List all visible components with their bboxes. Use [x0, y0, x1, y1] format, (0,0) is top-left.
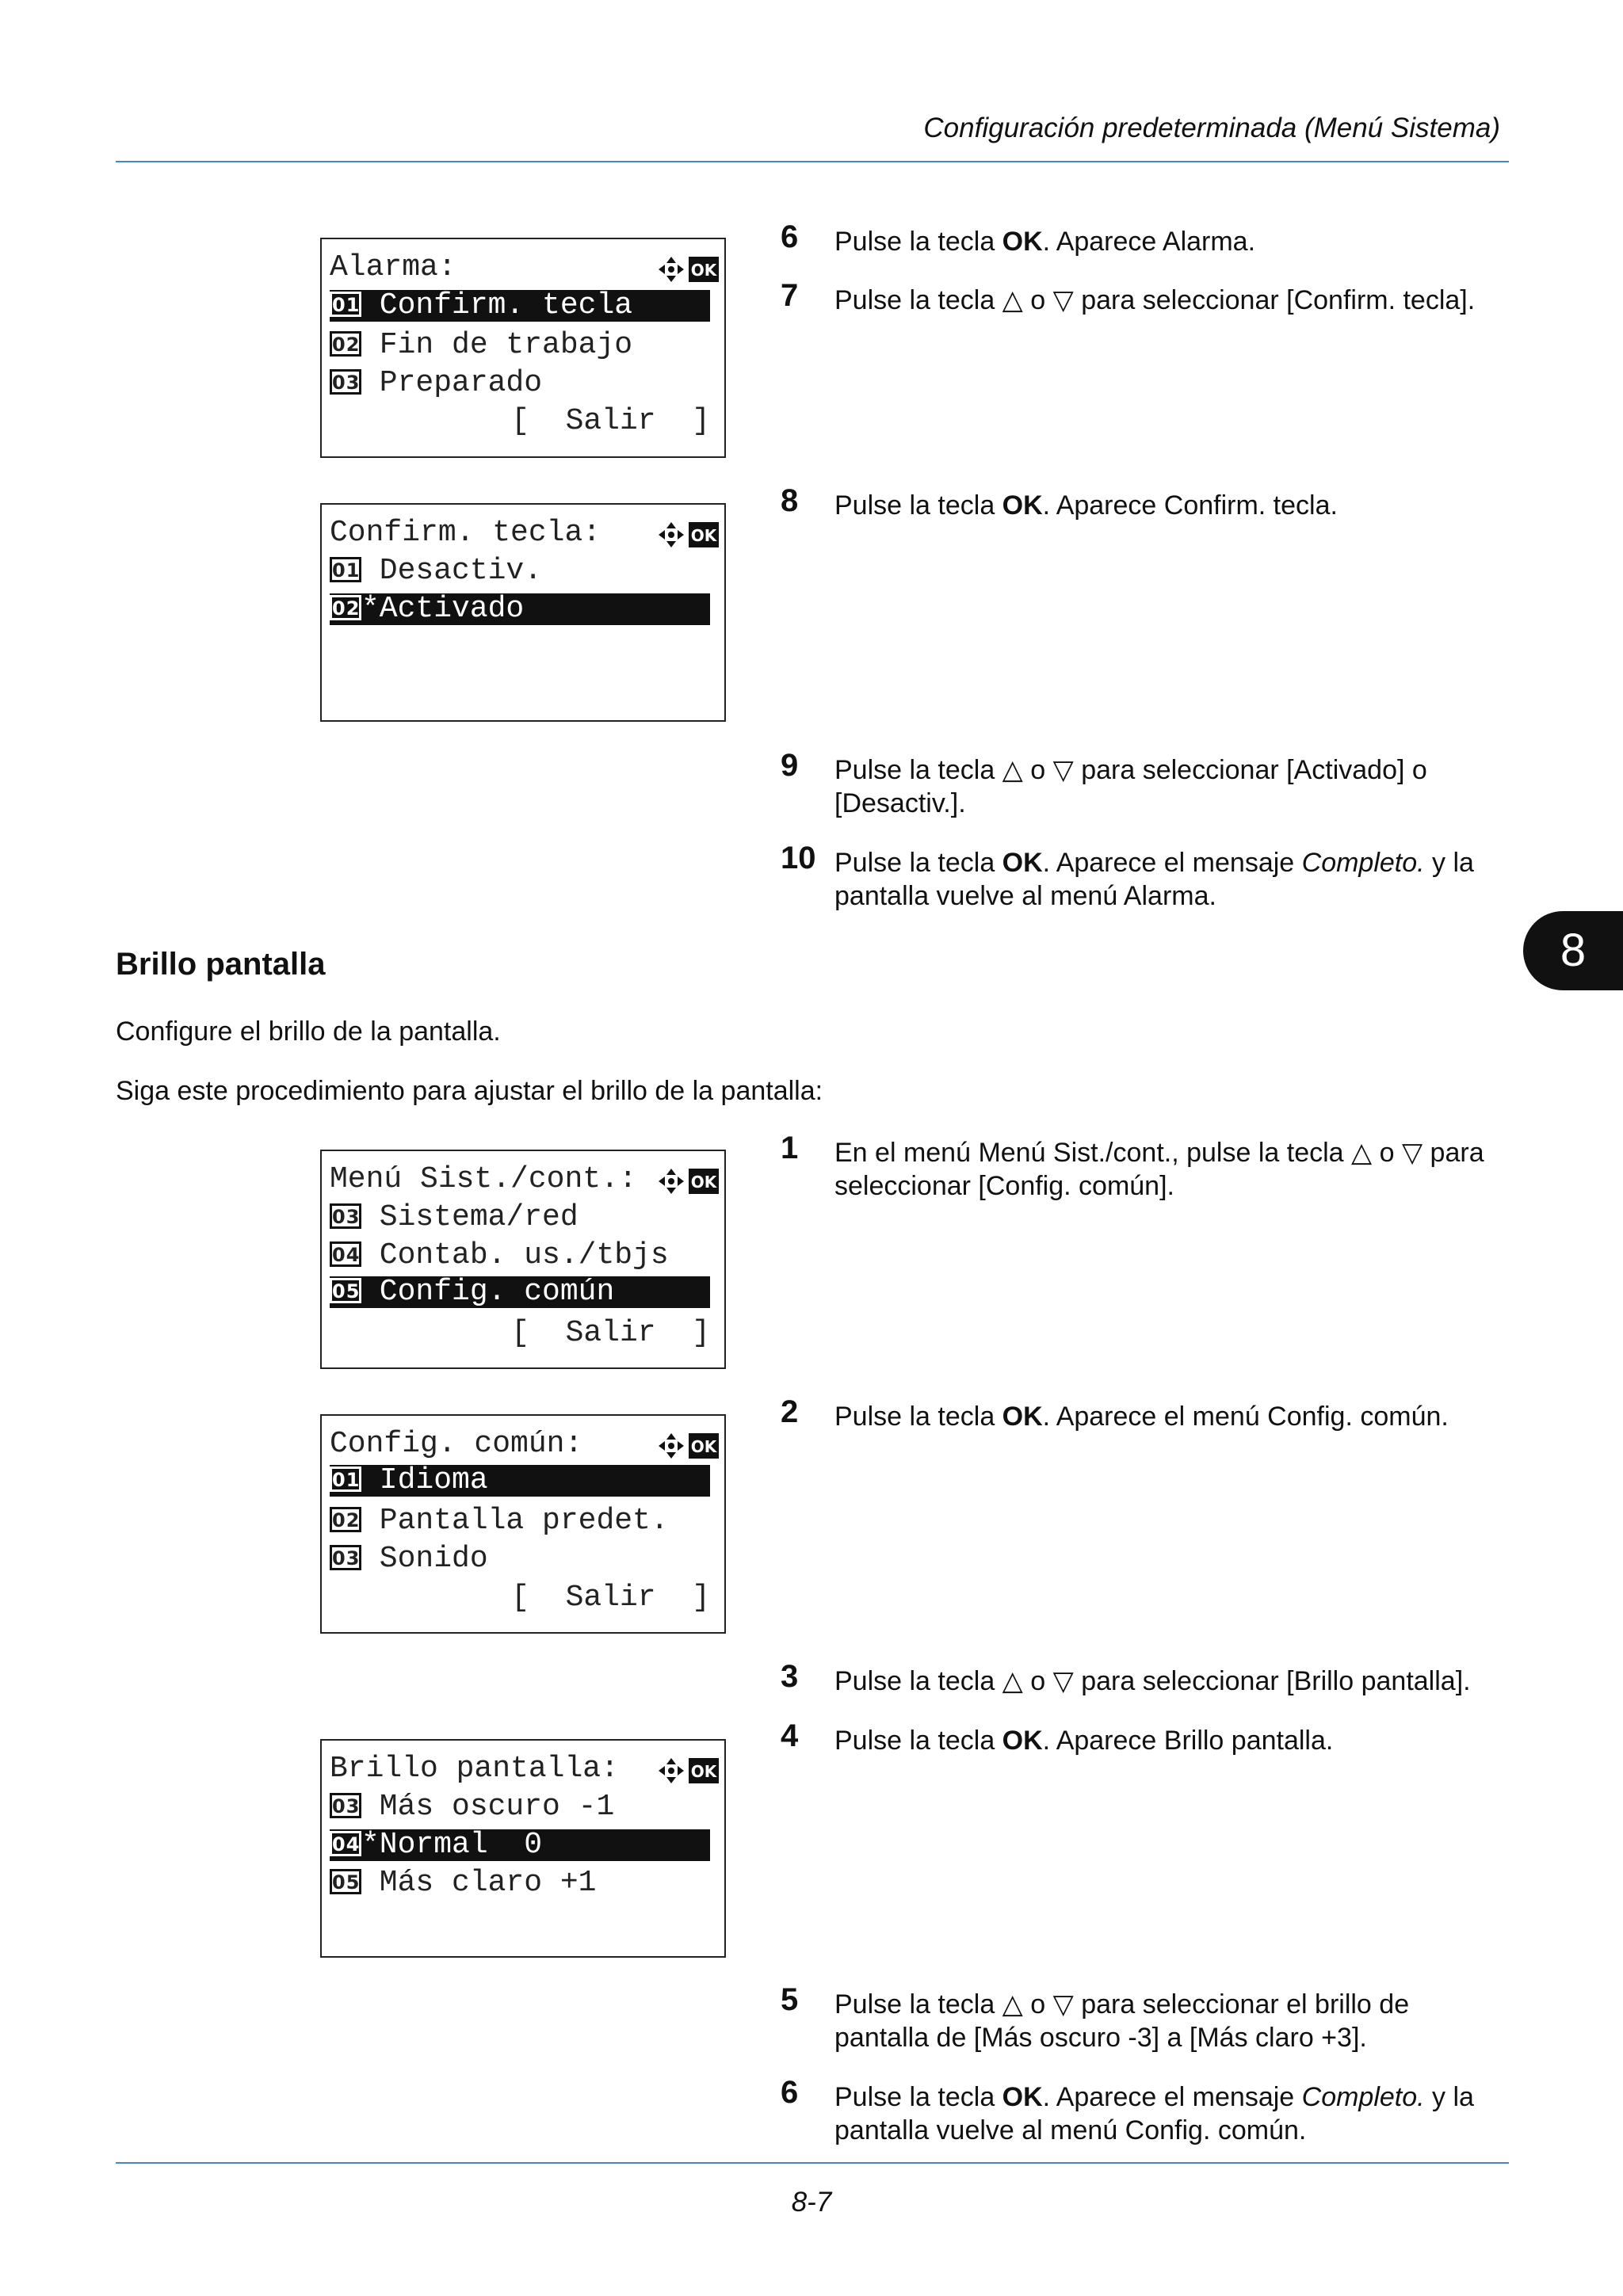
lcd-screen-menu-sist	[320, 1150, 726, 1369]
lcd-row-selected	[330, 1465, 710, 1497]
section-intro: Configure el brillo de la pantalla.	[116, 1016, 501, 1047]
step-number: 7	[781, 278, 799, 313]
lcd-title: Alarma:	[330, 250, 456, 284]
step-text: pantalla vuelve al menú Config. común.	[834, 2115, 1307, 2145]
step-text: . Aparece el mensaje	[1042, 2082, 1302, 2112]
lcd-row-selected	[330, 593, 710, 625]
lcd-row-text: Confirm. tecla	[361, 288, 633, 322]
lcd-row-text: Sonido	[361, 1542, 488, 1576]
step-number: 5	[781, 1982, 799, 2017]
footer-rule	[116, 2162, 1509, 2164]
svg-text:OK: OK	[690, 261, 717, 280]
ok-key-label: OK	[1002, 2082, 1043, 2112]
lcd-row-text: Idioma	[361, 1463, 488, 1497]
svg-text:OK: OK	[690, 526, 717, 545]
item-number-badge: 04	[330, 1241, 361, 1267]
section-heading: Brillo pantalla	[116, 947, 326, 982]
step-number: 6	[781, 219, 799, 254]
page-header-title: Configuración predeterminada (Menú Sistema)	[923, 113, 1500, 143]
lcd-row-text: Fin de trabajo	[361, 328, 633, 362]
step-text: y la	[1424, 2082, 1474, 2112]
lcd-row-selected	[330, 1829, 710, 1861]
message-text: Completo.	[1301, 848, 1425, 878]
nav-ok-icon	[655, 1430, 720, 1462]
item-number-badge: 03	[330, 369, 361, 395]
step-number: 2	[781, 1394, 799, 1429]
step-text: pantalla vuelve al menú Alarma.	[834, 881, 1216, 911]
page-number: 8-7	[791, 2187, 832, 2218]
step-text: Pulse la tecla	[834, 2082, 1002, 2112]
item-number-badge: 05	[330, 1278, 361, 1303]
nav-ok-icon	[655, 254, 720, 285]
step-text: Pulse la tecla	[834, 1726, 1002, 1756]
item-number-badge: 01	[330, 557, 361, 582]
step-text: y la	[1424, 848, 1474, 878]
item-number-badge: 01	[330, 1466, 361, 1492]
lcd-row-text: Config. común	[361, 1275, 615, 1309]
lcd-screen-alarma	[320, 238, 726, 458]
step-text: Pulse la tecla	[834, 490, 1002, 521]
ok-key-label: OK	[1002, 227, 1043, 257]
lcd-row-text: Sistema/red	[361, 1200, 579, 1234]
lcd-row	[330, 1202, 710, 1234]
lcd-row	[330, 330, 710, 361]
step-number: 3	[781, 1659, 799, 1694]
step-number: 10	[781, 841, 816, 875]
lcd-row	[330, 368, 710, 399]
lcd-screen-brillo	[320, 1739, 726, 1958]
step-text: En el menú Menú Sist./cont., pulse la tecla △ o ▽ para	[834, 1138, 1484, 1168]
lcd-row	[330, 1791, 710, 1823]
lcd-title: Brillo pantalla:	[330, 1752, 619, 1786]
step-text: [Desactiv.].	[834, 788, 966, 818]
item-number-badge: 05	[330, 1869, 361, 1894]
lcd-row-selected	[330, 290, 710, 322]
lcd-row-text: Preparado	[361, 366, 543, 400]
ok-key-label: OK	[1002, 1726, 1043, 1756]
ok-key-label: OK	[1002, 848, 1043, 878]
lcd-exit-option: [ Salir ]	[511, 1581, 710, 1615]
step-text: seleccionar [Config. común].	[834, 1171, 1174, 1201]
step-number: 6	[781, 2075, 799, 2110]
ok-key-label: OK	[1002, 1402, 1043, 1432]
lcd-row-text: Pantalla predet.	[361, 1504, 669, 1538]
item-number-badge: 02	[330, 1507, 361, 1532]
step-number: 9	[781, 748, 799, 783]
step-text: . Aparece Brillo pantalla.	[1042, 1726, 1334, 1756]
lcd-row-selected	[330, 1276, 710, 1308]
step-text: . Aparece el mensaje	[1042, 848, 1302, 878]
step-number: 8	[781, 483, 799, 518]
lcd-title: Menú Sist./cont.:	[330, 1162, 637, 1196]
lcd-title: Confirm. tecla:	[330, 516, 601, 550]
item-number-badge: 03	[330, 1545, 361, 1570]
step-text: Pulse la tecla △ o ▽ para seleccionar [Activado] o	[834, 755, 1427, 785]
lcd-row-text: Más claro +1	[361, 1866, 597, 1900]
step-text: . Aparece Confirm. tecla.	[1042, 490, 1338, 521]
ok-key-label: OK	[1002, 490, 1043, 521]
lcd-row	[330, 1240, 710, 1272]
lcd-row-text: *Normal 0	[361, 1828, 543, 1862]
lcd-row	[330, 1867, 710, 1899]
step-text: . Aparece el menú Config. común.	[1042, 1402, 1449, 1432]
lcd-screen-config-comun	[320, 1414, 726, 1634]
item-number-badge: 02	[330, 595, 361, 620]
lcd-row	[330, 1543, 710, 1575]
step-text: . Aparece Alarma.	[1042, 227, 1256, 257]
chapter-tab: 8	[1523, 911, 1623, 990]
lcd-row-text: *Activado	[361, 592, 525, 626]
item-number-badge: 01	[330, 292, 361, 317]
lcd-exit-option: [ Salir ]	[511, 1316, 710, 1350]
lcd-exit-option: [ Salir ]	[511, 404, 710, 438]
svg-text:OK: OK	[690, 1762, 717, 1781]
svg-text:OK: OK	[690, 1173, 717, 1192]
nav-ok-icon	[655, 1755, 720, 1787]
lcd-screen-confirm	[320, 503, 726, 722]
step-number: 1	[781, 1131, 799, 1165]
lcd-row	[330, 555, 710, 587]
section-procedure: Siga este procedimiento para ajustar el brillo de la pantalla:	[116, 1076, 823, 1106]
item-number-badge: 03	[330, 1793, 361, 1818]
step-text: Pulse la tecla	[834, 1402, 1002, 1432]
step-text: Pulse la tecla △ o ▽ para seleccionar [Brillo pantalla].	[834, 1666, 1471, 1696]
item-number-badge: 04	[330, 1831, 361, 1856]
item-number-badge: 03	[330, 1203, 361, 1229]
lcd-row-text: Desactiv.	[361, 554, 543, 588]
item-number-badge: 02	[330, 331, 361, 357]
message-text: Completo.	[1301, 2082, 1425, 2112]
lcd-row-text: Más oscuro -1	[361, 1790, 615, 1824]
nav-ok-icon	[655, 519, 720, 551]
header-rule	[116, 161, 1509, 162]
nav-ok-icon	[655, 1165, 720, 1197]
svg-text:OK: OK	[690, 1437, 717, 1456]
step-text: Pulse la tecla	[834, 848, 1002, 878]
step-text: Pulse la tecla	[834, 227, 1002, 257]
lcd-row-text: Contab. us./tbjs	[361, 1238, 669, 1272]
step-number: 4	[781, 1718, 799, 1753]
step-text: Pulse la tecla △ o ▽ para seleccionar [Confirm. tecla].	[834, 285, 1476, 315]
step-text: Pulse la tecla △ o ▽ para seleccionar el brillo de	[834, 1989, 1410, 2019]
step-text: pantalla de [Más oscuro -3] a [Más claro +3].	[834, 2023, 1367, 2053]
lcd-row	[330, 1505, 710, 1537]
lcd-title: Config. común:	[330, 1427, 583, 1461]
